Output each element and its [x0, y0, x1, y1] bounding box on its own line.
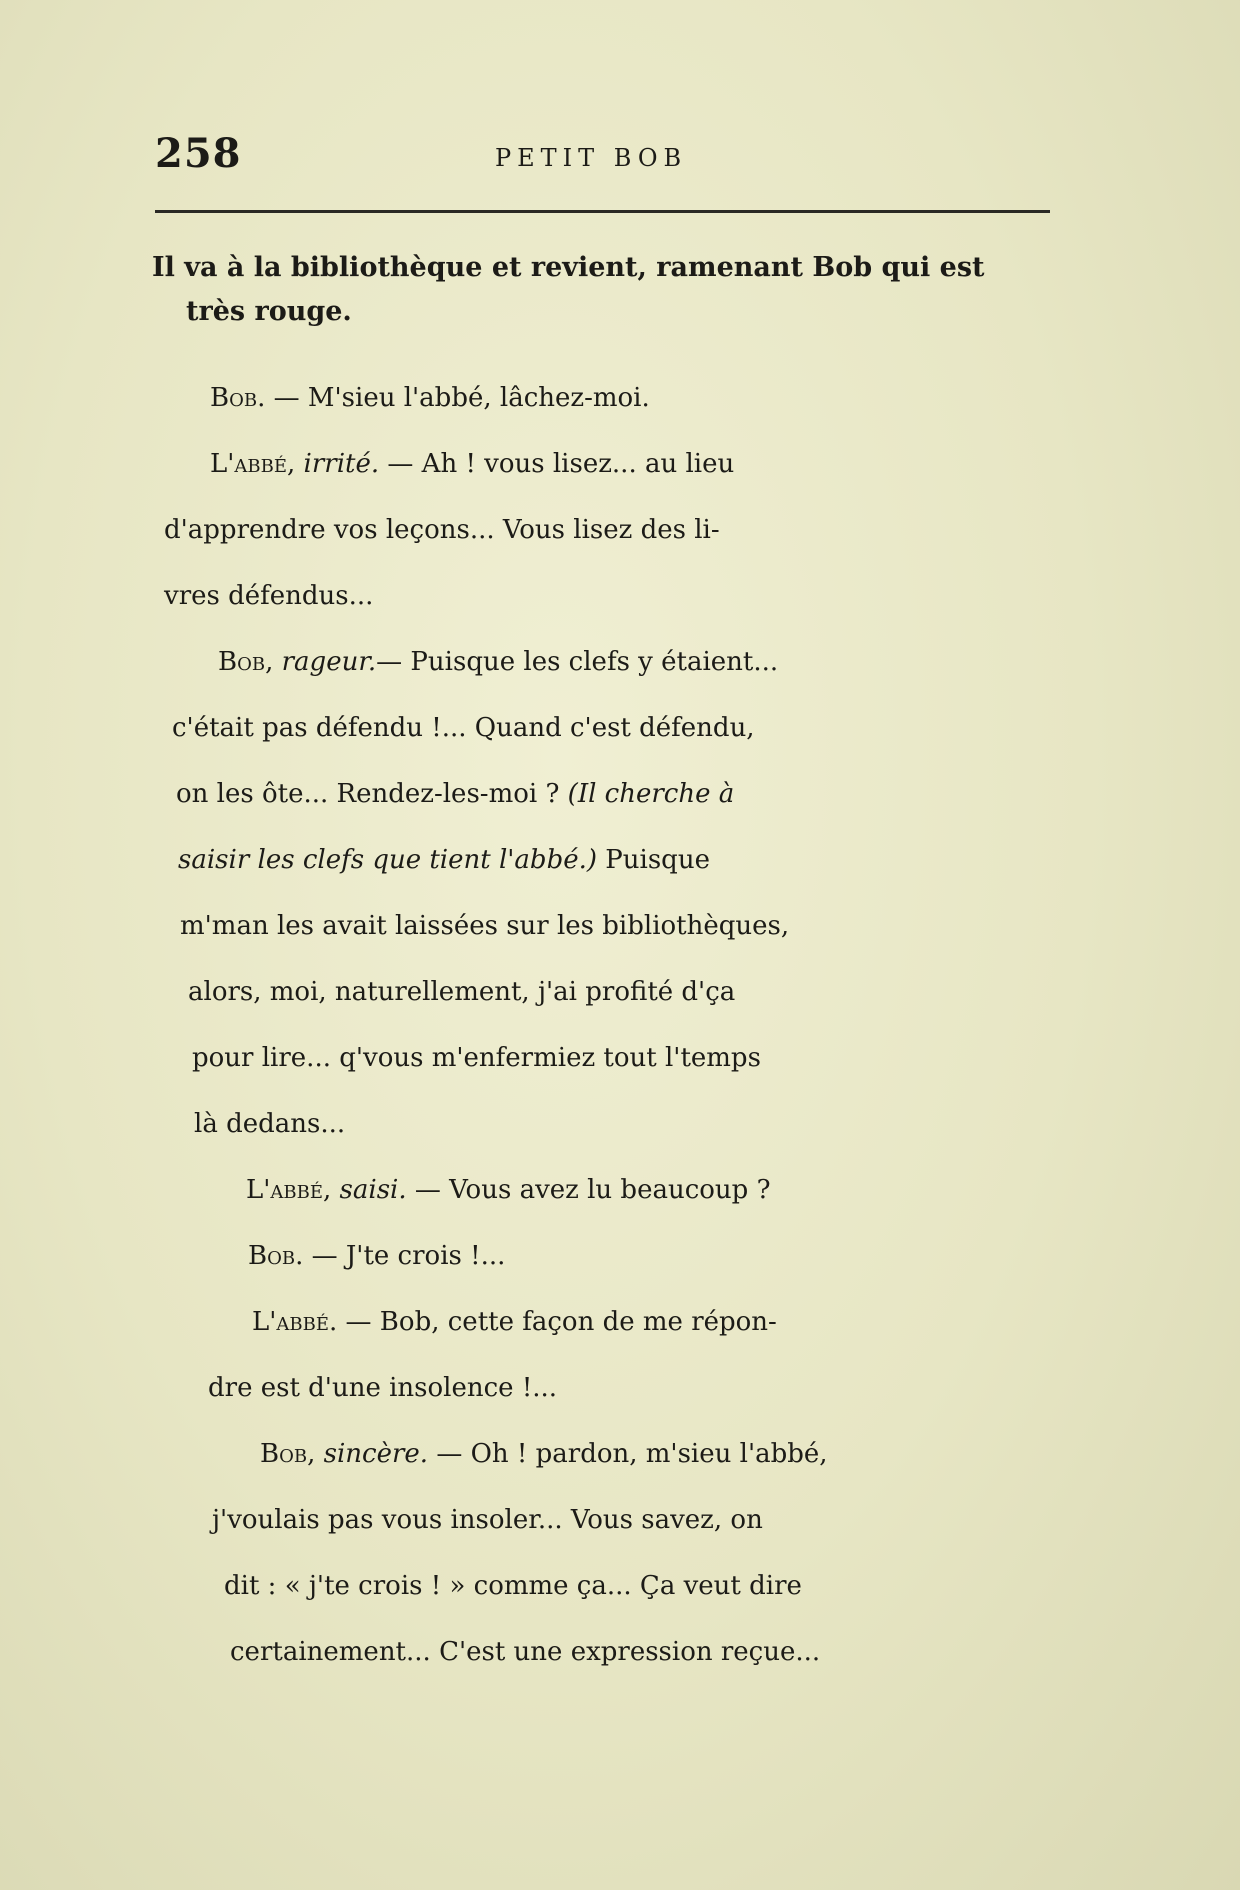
line-text: — Ah ! vous lisez... au lieu — [379, 449, 735, 479]
stage-direction — [152, 246, 1057, 334]
line-text: pour lire... q'vous m'enfermiez tout l'temps — [192, 1043, 761, 1073]
line-text: alors, moi, naturellement, j'ai profité d'ça — [188, 977, 736, 1007]
line-text: d'apprendre vos leçons... Vous lisez des li- — [164, 515, 720, 545]
text-line — [0, 1619, 1240, 1685]
dialogue-text — [0, 365, 1240, 1685]
line-text: vres défendus... — [164, 581, 374, 611]
page-number: 258 — [155, 130, 242, 177]
text-line — [0, 1091, 1240, 1157]
stage-note: saisir les clefs que tient l'abbé.) — [178, 845, 598, 875]
speaker: L'abbé. — [252, 1307, 338, 1337]
line-text: c'était pas défendu !... Quand c'est défendu, — [172, 713, 755, 743]
speaker: Bob, — [218, 647, 274, 677]
text-line — [0, 695, 1240, 761]
text-line — [0, 1025, 1240, 1091]
text-line — [0, 1553, 1240, 1619]
line-text: — J'te crois !... — [303, 1241, 506, 1271]
text-line — [0, 893, 1240, 959]
text-line — [0, 629, 1240, 695]
speaker: L'abbé, — [210, 449, 296, 479]
text-line — [0, 827, 1240, 893]
speaker: Bob. — [248, 1241, 304, 1271]
text-line — [0, 761, 1240, 827]
stage-direction-line-1: Il va à la bibliothèque et revient, ramenant Bob qui est — [152, 252, 985, 283]
text-line — [0, 431, 1240, 497]
line-text: — M'sieu l'abbé, lâchez-moi. — [265, 383, 650, 413]
running-head — [155, 130, 1050, 190]
line-text: — Vous avez lu beaucoup ? — [406, 1175, 771, 1205]
line-text: — Puisque les clefs y étaient... — [376, 647, 779, 677]
text-line — [0, 959, 1240, 1025]
stage-note: saisi. — [331, 1175, 407, 1205]
line-text: dre est d'une insolence !... — [208, 1373, 558, 1403]
line-text: là dedans... — [194, 1109, 346, 1139]
line-text: m'man les avait laissées sur les bibliothèques, — [180, 911, 790, 941]
speaker: Bob. — [210, 383, 266, 413]
speaker: Bob, — [260, 1439, 316, 1469]
line-text: j'voulais pas vous insoler... Vous savez, on — [212, 1505, 763, 1535]
text-line — [0, 1223, 1240, 1289]
line-text: — Oh ! pardon, m'sieu l'abbé, — [428, 1439, 828, 1469]
line-text: dit : « j'te crois ! » comme ça... Ça veut dire — [224, 1571, 802, 1601]
text-line — [0, 1355, 1240, 1421]
stage-direction-line-2: très rouge. — [186, 296, 352, 327]
stage-note: sincère. — [315, 1439, 429, 1469]
stage-note: irrité. — [295, 449, 380, 479]
speaker: L'abbé, — [246, 1175, 332, 1205]
line-text: certainement... C'est une expression reçue... — [230, 1637, 821, 1667]
text-line — [0, 1289, 1240, 1355]
line-text: Puisque — [597, 845, 710, 875]
stage-note: rageur. — [273, 647, 377, 677]
stage-note: (Il cherche à — [559, 779, 735, 809]
text-line — [0, 497, 1240, 563]
text-line — [0, 563, 1240, 629]
header-rule — [155, 210, 1050, 213]
text-line — [0, 1487, 1240, 1553]
text-line — [0, 1157, 1240, 1223]
text-line — [0, 1421, 1240, 1487]
line-text: — Bob, cette façon de me répon- — [337, 1307, 777, 1337]
text-line — [0, 365, 1240, 431]
book-title: PETIT BOB — [495, 144, 688, 172]
line-text: on les ôte... Rendez-les-moi ? — [176, 779, 560, 809]
